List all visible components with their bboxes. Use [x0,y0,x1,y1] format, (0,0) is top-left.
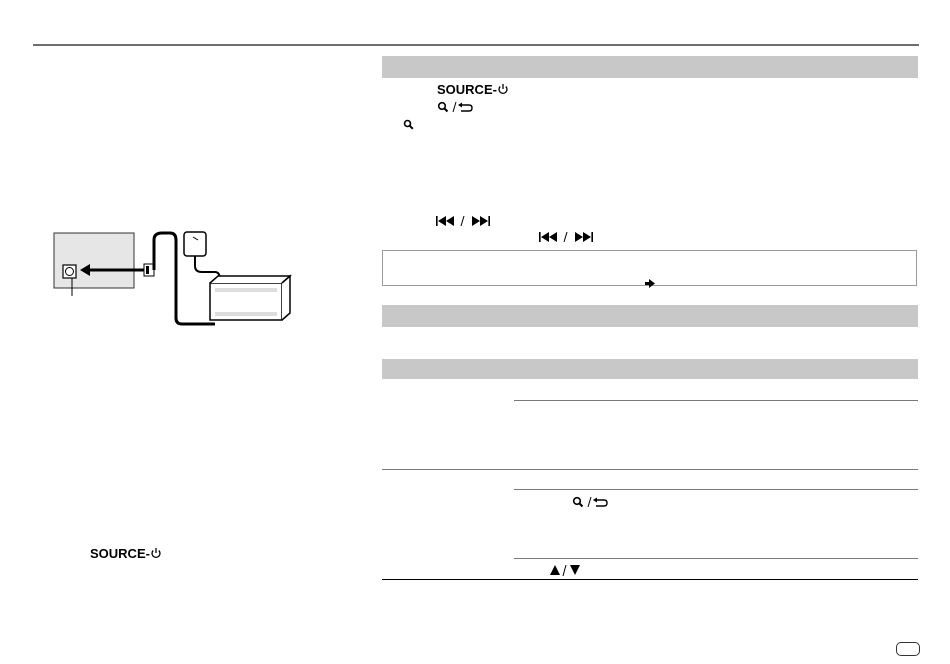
language-badge [896,642,920,656]
skip-back-forward-icon [436,216,496,226]
skip-buttons-label-2 [539,229,599,247]
table-row-divider [514,489,918,490]
power-icon [150,547,162,559]
table-row-divider [514,558,918,559]
table-row-divider [382,469,918,470]
header-rule [33,44,919,46]
source-label: SOURCE- [437,82,497,97]
arrow-right-icon [645,275,655,293]
skip-buttons-label [436,213,496,231]
search-back-icon [572,496,612,508]
table-header-bar [382,359,918,379]
antenna-connection-illustration [50,228,310,328]
triangle-up-down-icon [550,565,584,576]
skip-back-forward-icon [539,232,599,242]
search-back-button-label [437,100,477,118]
section-header-bar-1 [382,56,918,78]
source-button-label-left [90,547,162,560]
source-button-label-right [437,83,509,96]
power-icon [497,83,509,95]
search-back-icon [437,101,477,113]
table-bottom-rule [382,579,918,580]
source-label: SOURCE- [90,546,150,561]
table-row-divider [514,400,918,401]
section-header-bar-2 [382,305,918,327]
search-icon [403,117,414,135]
search-back-button-label [572,495,612,513]
